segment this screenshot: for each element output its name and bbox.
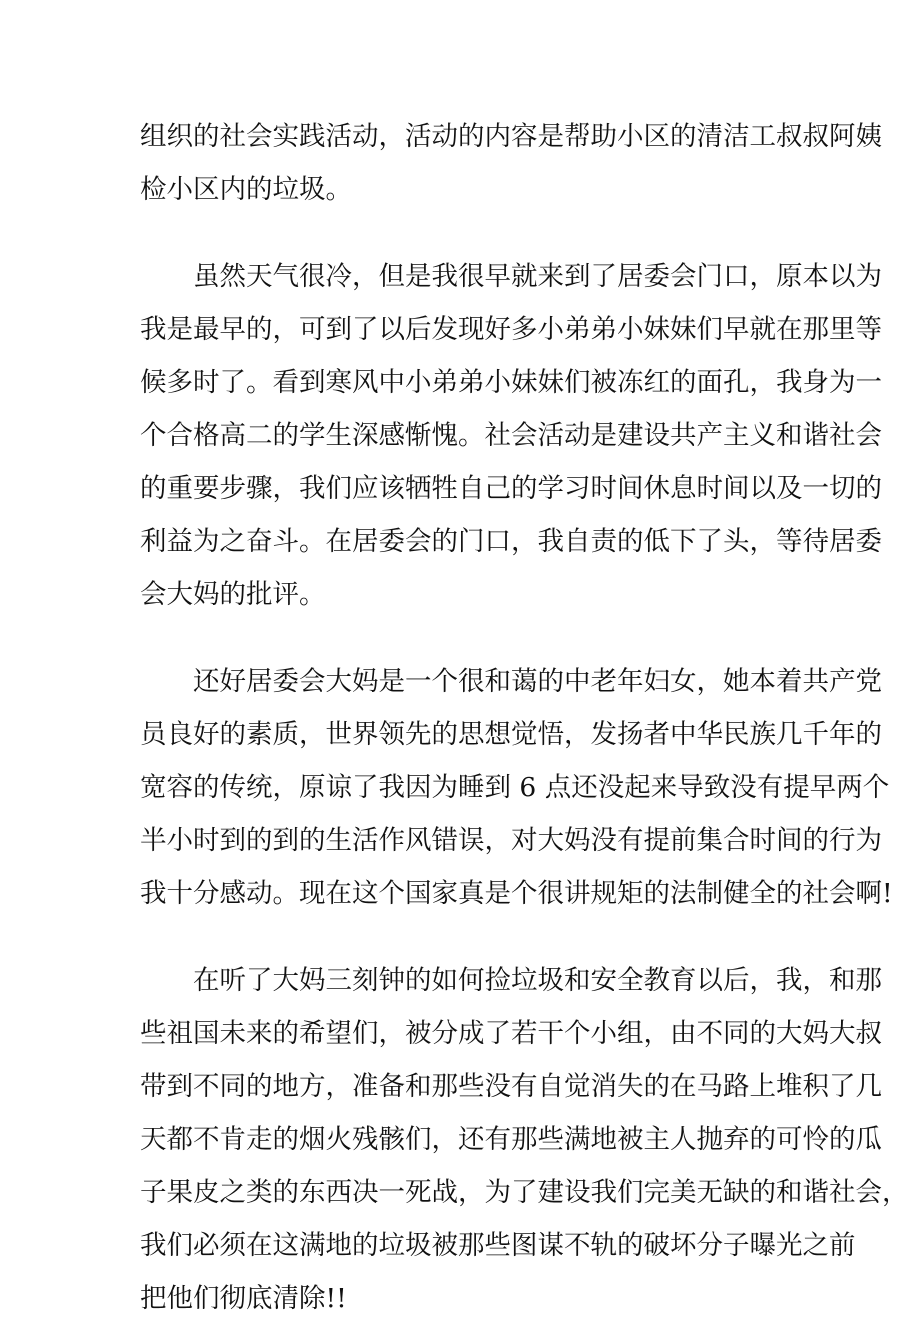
text-line: 把他们彻底清除!! xyxy=(140,1283,347,1314)
text-line: 会大妈的批评。 xyxy=(140,579,326,610)
text-line: 我是最早的，可到了以后发现好多小弟弟小妹妹们早就在那里等 xyxy=(140,314,882,345)
text-line: 带到不同的地方，准备和那些没有自觉消失的在马路上堆积了几 xyxy=(140,1071,882,1102)
text-line: 天都不肯走的烟火残骸们，还有那些满地被主人抛弃的可怜的瓜 xyxy=(140,1124,882,1155)
text-line: 员良好的素质，世界领先的思想觉悟，发扬者中华民族几千年的 xyxy=(140,719,882,750)
text-line: 组织的社会实践活动，活动的内容是帮助小区的清洁工叔叔阿姨 xyxy=(140,121,882,152)
text-line: 的重要步骤，我们应该牺牲自己的学习时间休息时间以及一切的 xyxy=(140,473,882,504)
text-line: 在听了大妈三刻钟的如何捡垃圾和安全教育以后，我，和那 xyxy=(193,965,882,996)
paragraph-3 xyxy=(140,655,893,920)
text-line: 检小区内的垃圾。 xyxy=(140,174,352,205)
text-line: 半小时到的到的生活作风错误，对大妈没有提前集合时间的行为 xyxy=(140,825,882,856)
text-line: 宽容的传统，原谅了我因为睡到 6 点还没起来导致没有提早两个 xyxy=(140,772,890,803)
paragraph-2 xyxy=(140,250,882,621)
paragraph-1 xyxy=(140,110,882,216)
text-line: 个合格高二的学生深感惭愧。社会活动是建设共产主义和谐社会 xyxy=(140,420,882,451)
text-line: 我们必须在这满地的垃圾被那些图谋不轨的破坏分子曝光之前 xyxy=(140,1230,856,1261)
document-body xyxy=(140,110,909,1325)
text-line: 些祖国未来的希望们，被分成了若干个小组，由不同的大妈大叔 xyxy=(140,1018,882,1049)
text-line: 候多时了。看到寒风中小弟弟小妹妹们被冻红的面孔，我身为一 xyxy=(140,367,882,398)
text-line: 利益为之奋斗。在居委会的门口，我自责的低下了头，等待居委 xyxy=(140,526,882,557)
text-line: 子果皮之类的东西决一死战，为了建设我们完美无缺的和谐社会， xyxy=(140,1177,909,1208)
text-line: 虽然天气很冷，但是我很早就来到了居委会门口，原本以为 xyxy=(193,261,882,292)
text-line: 还好居委会大妈是一个很和蔼的中老年妇女，她本着共产党 xyxy=(193,666,882,697)
text-line: 我十分感动。现在这个国家真是个很讲规矩的法制健全的社会啊! xyxy=(140,878,893,909)
paragraph-4 xyxy=(140,954,909,1325)
